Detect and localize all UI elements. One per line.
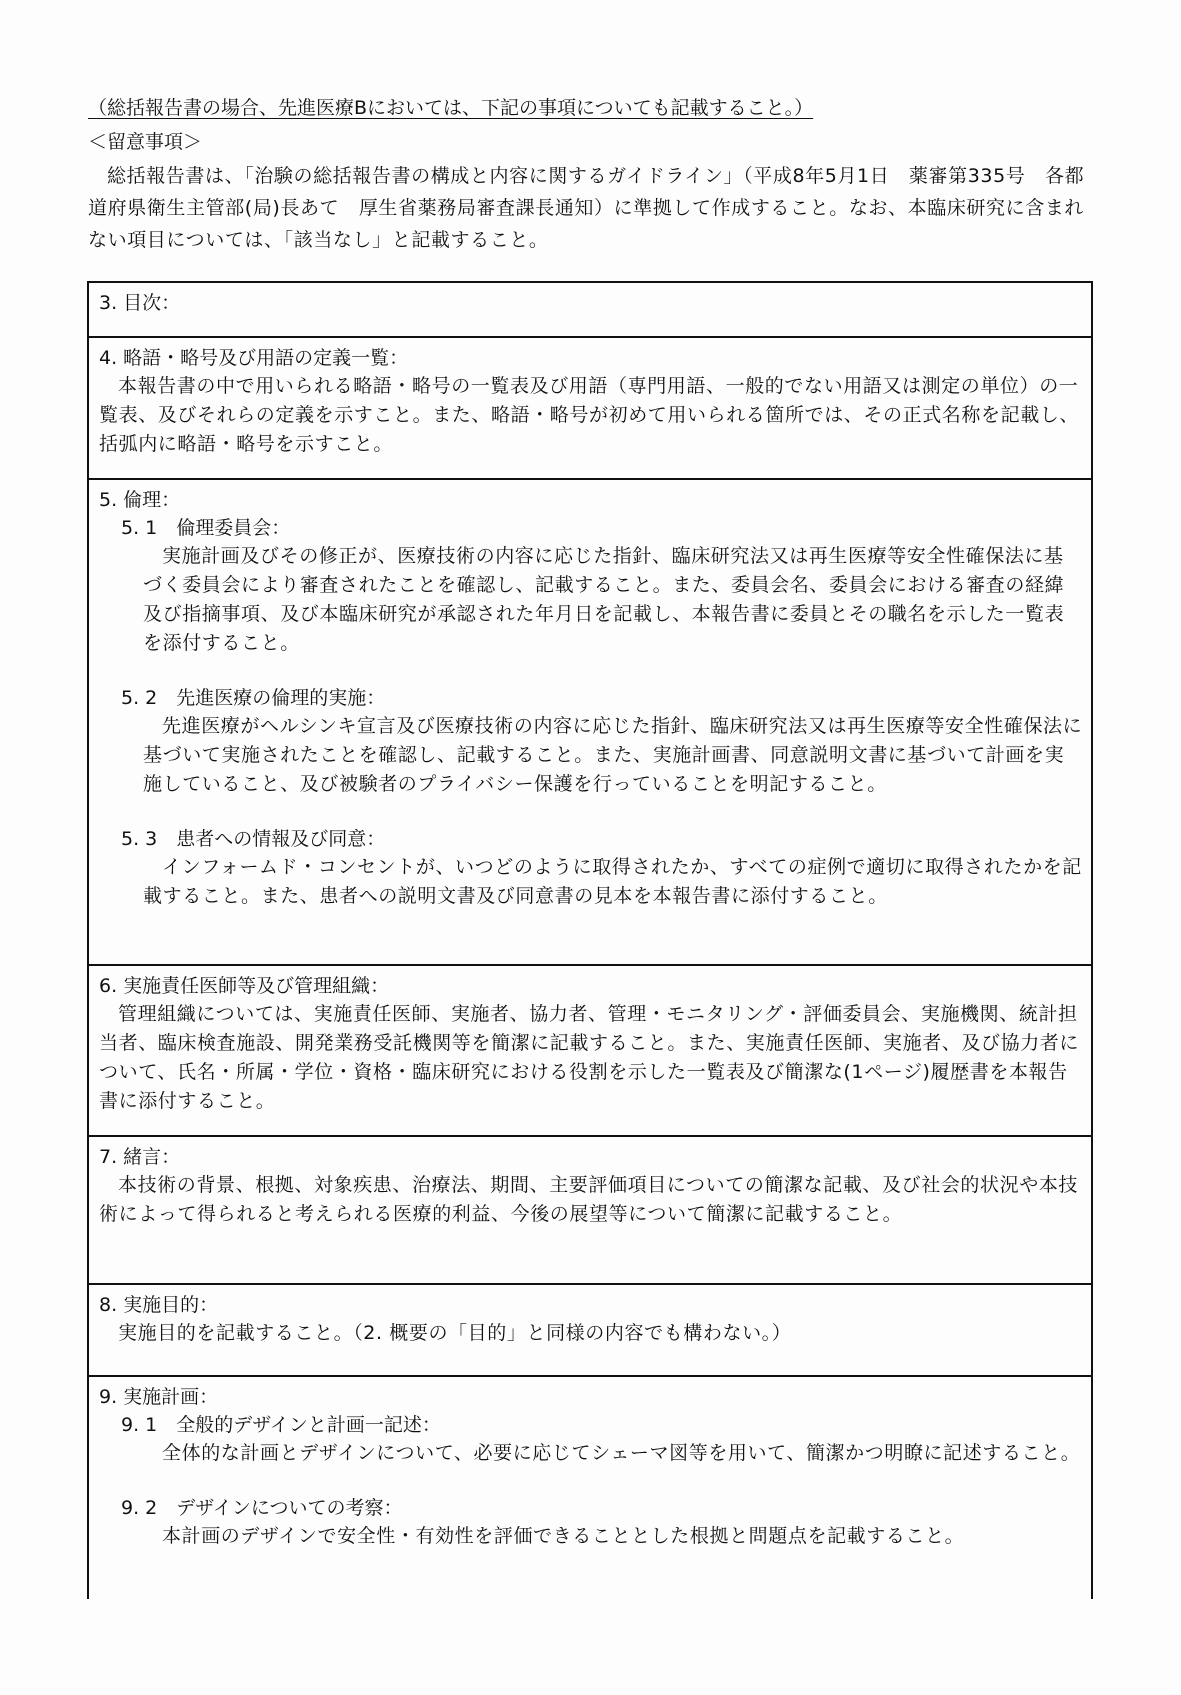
section-body: 管理組織については、実施責任医師、実施者、協力者、管理・モニタリング・評価委員会、実施機関、統計担当者、臨床検査施設、開発業務受託機関等を簡潔に記載すること。また、実施責任医師、実施者、及び協力者について、氏名・所属・学位・資格・臨床研究における役割を示した一覧表及び簡潔な(1ページ)履歴書を本報告書に添付すること。: [99, 1003, 1080, 1112]
subsection-body: 実施計画及びその修正が、医療技術の内容に応じた指針、臨床研究法又は再生医療等安全性確保法に基づく委員会により審査されたことを確認し、記載すること。また、委員会名、委員会における審査の経緯及び指摘事項、及び本臨床研究が承認された年月日を記載し、本報告書に委員とその職名を示した一覧表を添付すること。: [143, 545, 1065, 654]
notes-body: 総括報告書は、「治験の総括報告書の構成と内容に関するガイドライン」（平成8年5月1日 薬審第335号 各都道府県衛生主管部(局)長あて 厚生省薬務局審査課長通知）に準拠して作成すること。なお、本臨床研究に含まれない項目については、「該当なし」と記載すること。: [88, 165, 1085, 251]
subsection-body: 本計画のデザインで安全性・有効性を評価できることとした根拠と問題点を記載すること。: [162, 1525, 965, 1547]
section-9-plan: [89, 1377, 1091, 1601]
subsection-body: インフォームド・コンセントが、いつどのように取得されたか、すべての症例で適切に取得されたかを記載すること。また、患者への説明文書及び同意書の見本を本報告書に添付すること。: [143, 856, 1082, 907]
subsection-5-1: [121, 514, 1083, 658]
notes-heading: ＜留意事項＞: [88, 131, 203, 153]
subsection-body: 先進医療がヘルシンキ宣言及び医療技術の内容に応じた指針、臨床研究法又は再生医療等安全性確保法に基づいて実施されたことを確認し、記載すること。また、実施計画書、同意説明文書に基づいて計画を実施していること、及び被験者のプライバシー保護を行っていることを明記すること。: [143, 715, 1083, 795]
section-title: 7. 緒言：: [99, 1146, 181, 1168]
section-title: 8. 実施目的：: [99, 1294, 219, 1316]
section-5-ethics: [89, 480, 1091, 966]
subsection-9-1: [121, 1411, 1083, 1468]
section-title: 9. 実施計画：: [99, 1386, 219, 1408]
subsection-title: 5. 3 患者への情報及び同意：: [121, 828, 386, 850]
section-body: 実施目的を記載すること。（2. 概要の「目的」と同様の内容でも構わない。）: [118, 1322, 792, 1344]
section-4-abbreviations: [89, 338, 1091, 480]
section-title: 3. 目次：: [99, 292, 181, 314]
subsection-title: 5. 2 先進医療の倫理的実施：: [121, 687, 386, 709]
section-body: 本技術の背景、根拠、対象疾患、治療法、期間、主要評価項目についての簡潔な記載、及び社会的状況や本技術によって得られると考えられる医療的利益、今後の展望等について簡潔に記載すること。: [99, 1174, 1079, 1225]
subsection-title: 9. 2 デザインについての考察：: [121, 1497, 403, 1519]
section-title: 5. 倫理：: [99, 489, 181, 511]
subsection-5-3: [121, 825, 1083, 911]
section-6-organization: [89, 966, 1091, 1137]
report-outline-table: [87, 281, 1093, 1599]
subsection-title: 5. 1 倫理委員会：: [121, 517, 291, 539]
subsection-title: 9. 1 全般的デザインと計画一記述：: [121, 1414, 441, 1436]
subsection-body: 全体的な計画とデザインについて、必要に応じてシェーマ図等を用いて、簡潔かつ明瞭に記述すること。: [162, 1442, 1081, 1464]
section-3-toc: [89, 283, 1091, 338]
header-note: （総括報告書の場合、先進医療Bにおいては、下記の事項についても記載すること。）: [88, 97, 814, 119]
section-title: 4. 略語・略号及び用語の定義一覧：: [99, 347, 409, 369]
section-title: 6. 実施責任医師等及び管理組織：: [99, 975, 390, 997]
subsection-5-2: [121, 684, 1083, 799]
section-8-objective: [89, 1285, 1091, 1377]
section-7-introduction: [89, 1137, 1091, 1285]
section-body: 本報告書の中で用いられる略語・略号の一覧表及び用語（専門用語、一般的でない用語又は測定の単位）の一覧表、及びそれらの定義を示すこと。また、略語・略号が初めて用いられる箇所では、その正式名称を記載し、括弧内に略語・略号を示すこと。: [99, 375, 1080, 455]
subsection-9-2: [121, 1494, 1083, 1551]
